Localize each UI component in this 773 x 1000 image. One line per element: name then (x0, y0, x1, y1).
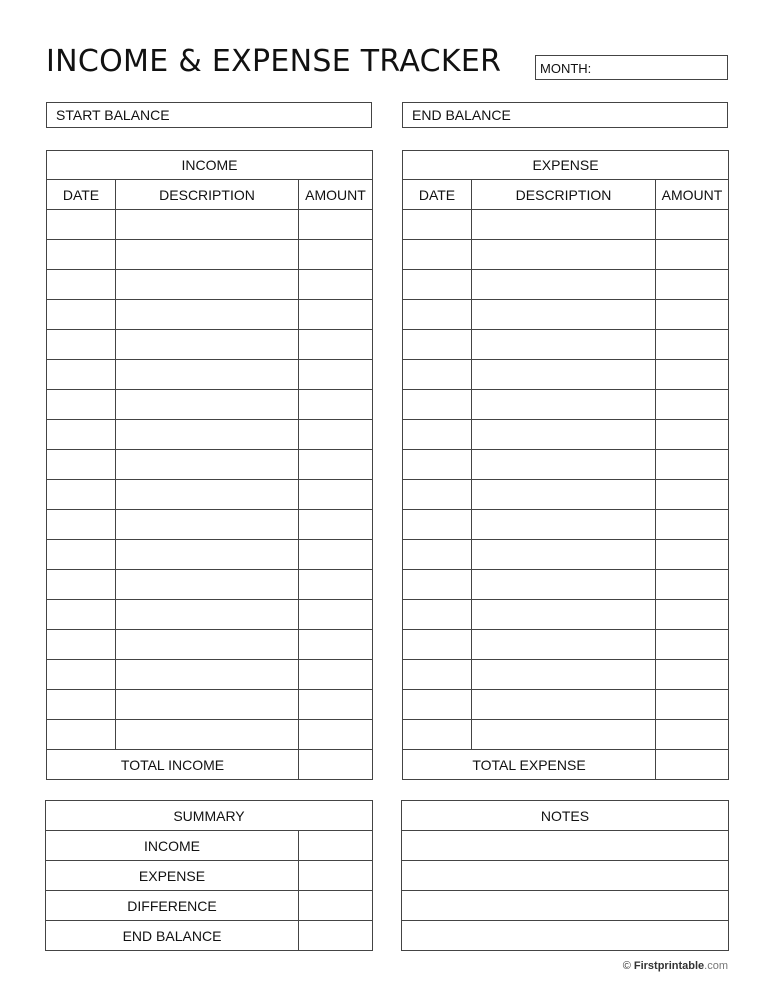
income-table-cell[interactable] (116, 240, 299, 270)
income-table-row (47, 270, 373, 300)
summary-table (45, 800, 373, 951)
month-label: MONTH: (540, 61, 592, 76)
expense-table-cell[interactable] (656, 570, 729, 600)
expense-table-cell[interactable] (403, 690, 472, 720)
notes-title: NOTES (402, 801, 729, 831)
income-table-row (47, 720, 373, 750)
income-table-cell[interactable] (299, 630, 373, 660)
summary-row-expense-value[interactable] (299, 861, 373, 891)
income-table-title: INCOME (47, 151, 373, 180)
income-table-cell[interactable] (116, 330, 299, 360)
income-table-cell[interactable] (116, 270, 299, 300)
summary-row-income-label: INCOME (46, 831, 299, 861)
expense-table-cell[interactable] (656, 300, 729, 330)
income-col-description: DESCRIPTION (116, 180, 299, 210)
income-table-row (47, 480, 373, 510)
income-table-row (47, 660, 373, 690)
total-expense-label: TOTAL EXPENSE (403, 750, 656, 780)
income-table-cell[interactable] (116, 720, 299, 750)
expense-table-row (403, 510, 729, 540)
expense-table-cell[interactable] (472, 720, 656, 750)
income-table-row (47, 240, 373, 270)
income-table-cell[interactable] (47, 510, 116, 540)
income-table-cell[interactable] (299, 360, 373, 390)
income-table-cell[interactable] (299, 420, 373, 450)
expense-table-row (403, 540, 729, 570)
month-field[interactable] (535, 55, 728, 80)
income-table-cell[interactable] (299, 570, 373, 600)
summary-row-difference-value[interactable] (299, 891, 373, 921)
income-table-row (47, 420, 373, 450)
expense-table-cell[interactable] (472, 570, 656, 600)
expense-table-cell[interactable] (472, 540, 656, 570)
income-table-cell[interactable] (47, 540, 116, 570)
income-table-cell[interactable] (299, 390, 373, 420)
expense-table-cell[interactable] (472, 390, 656, 420)
expense-table-row (403, 210, 729, 240)
expense-table-cell[interactable] (403, 570, 472, 600)
footer-brand: Firstprintable (633, 960, 705, 972)
income-table-cell[interactable] (299, 450, 373, 480)
expense-table-cell[interactable] (656, 600, 729, 630)
expense-table-cell[interactable] (403, 510, 472, 540)
notes-row (402, 861, 729, 891)
expense-table-cell[interactable] (656, 330, 729, 360)
notes-cell[interactable] (402, 891, 729, 921)
expense-table-cell[interactable] (472, 420, 656, 450)
expense-table-row (403, 360, 729, 390)
income-table-cell[interactable] (299, 510, 373, 540)
expense-table-cell[interactable] (403, 660, 472, 690)
expense-table-row (403, 270, 729, 300)
income-table-cell[interactable] (47, 450, 116, 480)
expense-table (402, 150, 729, 780)
income-table-cell[interactable] (47, 330, 116, 360)
page-title: INCOME & EXPENSE TRACKER (46, 44, 502, 79)
expense-table-cell[interactable] (656, 630, 729, 660)
expense-table-cell[interactable] (403, 720, 472, 750)
income-table-cell[interactable] (47, 360, 116, 390)
income-table-cell[interactable] (116, 660, 299, 690)
income-table-cell[interactable] (299, 480, 373, 510)
income-table-cell[interactable] (299, 600, 373, 630)
income-table-cell[interactable] (47, 300, 116, 330)
expense-table-row (403, 660, 729, 690)
expense-table-cell[interactable] (656, 360, 729, 390)
expense-table-title: EXPENSE (403, 151, 729, 180)
notes-table (401, 800, 729, 951)
income-table-cell[interactable] (116, 450, 299, 480)
copyright-icon: © (622, 960, 631, 972)
expense-table-cell[interactable] (403, 540, 472, 570)
expense-table-cell[interactable] (656, 240, 729, 270)
income-table-cell[interactable] (116, 480, 299, 510)
total-income-cell[interactable] (299, 750, 373, 780)
income-table-row (47, 210, 373, 240)
expense-table-row (403, 690, 729, 720)
start-balance-field[interactable] (46, 102, 372, 128)
income-table-cell[interactable] (299, 210, 373, 240)
expense-table-cell[interactable] (403, 420, 472, 450)
income-table-cell[interactable] (116, 630, 299, 660)
expense-table-row (403, 390, 729, 420)
summary-title: SUMMARY (46, 801, 373, 831)
income-table-row (47, 450, 373, 480)
total-expense-cell[interactable] (656, 750, 729, 780)
income-table-cell[interactable] (299, 300, 373, 330)
summary-row-difference-label: DIFFERENCE (46, 891, 299, 921)
expense-table-cell[interactable] (656, 660, 729, 690)
start-balance-label: START BALANCE (56, 107, 170, 123)
expense-table-row (403, 330, 729, 360)
summary-row-income-value[interactable] (299, 831, 373, 861)
income-table-row (47, 330, 373, 360)
expense-table-cell[interactable] (403, 600, 472, 630)
expense-table-cell[interactable] (472, 480, 656, 510)
income-table-cell[interactable] (47, 390, 116, 420)
income-table-cell[interactable] (299, 540, 373, 570)
income-table-row (47, 600, 373, 630)
summary-row-end-balance-label: END BALANCE (46, 921, 299, 951)
expense-table-row (403, 450, 729, 480)
expense-table-row (403, 720, 729, 750)
income-table-cell[interactable] (116, 300, 299, 330)
expense-table-cell[interactable] (403, 630, 472, 660)
income-table-cell[interactable] (47, 660, 116, 690)
total-income-label: TOTAL INCOME (47, 750, 299, 780)
income-table-cell[interactable] (47, 270, 116, 300)
expense-table-cell[interactable] (403, 300, 472, 330)
expense-table-cell[interactable] (472, 690, 656, 720)
income-table-cell[interactable] (47, 630, 116, 660)
expense-table-cell[interactable] (472, 270, 656, 300)
expense-table-cell[interactable] (403, 240, 472, 270)
expense-table-cell[interactable] (472, 300, 656, 330)
expense-table-cell[interactable] (472, 600, 656, 630)
income-table-cell[interactable] (299, 270, 373, 300)
income-table-cell[interactable] (116, 510, 299, 540)
income-table-cell[interactable] (299, 240, 373, 270)
expense-table-cell[interactable] (656, 690, 729, 720)
expense-table-row (403, 480, 729, 510)
expense-table-cell[interactable] (403, 210, 472, 240)
expense-col-date: DATE (403, 180, 472, 210)
notes-cell[interactable] (402, 831, 729, 861)
expense-table-cell[interactable] (403, 480, 472, 510)
expense-table-cell[interactable] (656, 390, 729, 420)
notes-row (402, 891, 729, 921)
summary-row-expense-label: EXPENSE (46, 861, 299, 891)
expense-table-cell[interactable] (656, 270, 729, 300)
income-table-cell[interactable] (299, 660, 373, 690)
expense-table-cell[interactable] (656, 510, 729, 540)
income-table-cell[interactable] (116, 420, 299, 450)
expense-table-row (403, 300, 729, 330)
income-table-cell[interactable] (116, 540, 299, 570)
footer-domain: .com (704, 960, 728, 972)
expense-table-cell[interactable] (403, 390, 472, 420)
expense-table-cell[interactable] (403, 270, 472, 300)
expense-table-cell[interactable] (656, 480, 729, 510)
expense-col-description: DESCRIPTION (472, 180, 656, 210)
income-table-row (47, 300, 373, 330)
income-table-cell[interactable] (47, 210, 116, 240)
notes-row (402, 831, 729, 861)
expense-table-cell[interactable] (656, 450, 729, 480)
footer-credit (623, 960, 728, 972)
expense-table-cell[interactable] (472, 240, 656, 270)
income-table-row (47, 360, 373, 390)
end-balance-field[interactable] (402, 102, 728, 128)
expense-table-row (403, 420, 729, 450)
income-col-date: DATE (47, 180, 116, 210)
expense-table-cell[interactable] (403, 330, 472, 360)
expense-table-cell[interactable] (472, 630, 656, 660)
expense-table-cell[interactable] (472, 210, 656, 240)
expense-table-cell[interactable] (472, 330, 656, 360)
expense-table-cell[interactable] (656, 720, 729, 750)
income-table-cell[interactable] (47, 720, 116, 750)
income-table-cell[interactable] (116, 570, 299, 600)
end-balance-label: END BALANCE (412, 107, 511, 123)
income-table-cell[interactable] (47, 570, 116, 600)
expense-table-row (403, 240, 729, 270)
expense-table-cell[interactable] (403, 360, 472, 390)
income-table-cell[interactable] (47, 480, 116, 510)
income-table-cell[interactable] (299, 330, 373, 360)
expense-table-row (403, 630, 729, 660)
expense-table-cell[interactable] (472, 360, 656, 390)
income-table-cell[interactable] (116, 360, 299, 390)
income-table-row (47, 540, 373, 570)
income-table-row (47, 570, 373, 600)
notes-cell[interactable] (402, 861, 729, 891)
income-table-cell[interactable] (116, 690, 299, 720)
income-table-row (47, 690, 373, 720)
income-table-cell[interactable] (116, 210, 299, 240)
expense-table-row (403, 570, 729, 600)
income-table-cell[interactable] (299, 720, 373, 750)
expense-table-cell[interactable] (656, 420, 729, 450)
income-table-cell[interactable] (47, 690, 116, 720)
income-table-row (47, 630, 373, 660)
income-table-cell[interactable] (47, 600, 116, 630)
income-table-cell[interactable] (299, 690, 373, 720)
income-table (46, 150, 373, 780)
income-table-row (47, 510, 373, 540)
expense-table-cell[interactable] (472, 510, 656, 540)
expense-table-row (403, 600, 729, 630)
income-table-cell[interactable] (47, 420, 116, 450)
income-col-amount: AMOUNT (299, 180, 373, 210)
expense-col-amount: AMOUNT (656, 180, 729, 210)
income-table-row (47, 390, 373, 420)
expense-table-cell[interactable] (656, 540, 729, 570)
income-table-cell[interactable] (116, 390, 299, 420)
income-table-cell[interactable] (47, 240, 116, 270)
expense-table-cell[interactable] (472, 450, 656, 480)
notes-cell[interactable] (402, 921, 729, 951)
expense-table-cell[interactable] (656, 210, 729, 240)
notes-row (402, 921, 729, 951)
income-table-cell[interactable] (116, 600, 299, 630)
expense-table-cell[interactable] (403, 450, 472, 480)
expense-table-cell[interactable] (472, 660, 656, 690)
summary-row-end-balance-value[interactable] (299, 921, 373, 951)
